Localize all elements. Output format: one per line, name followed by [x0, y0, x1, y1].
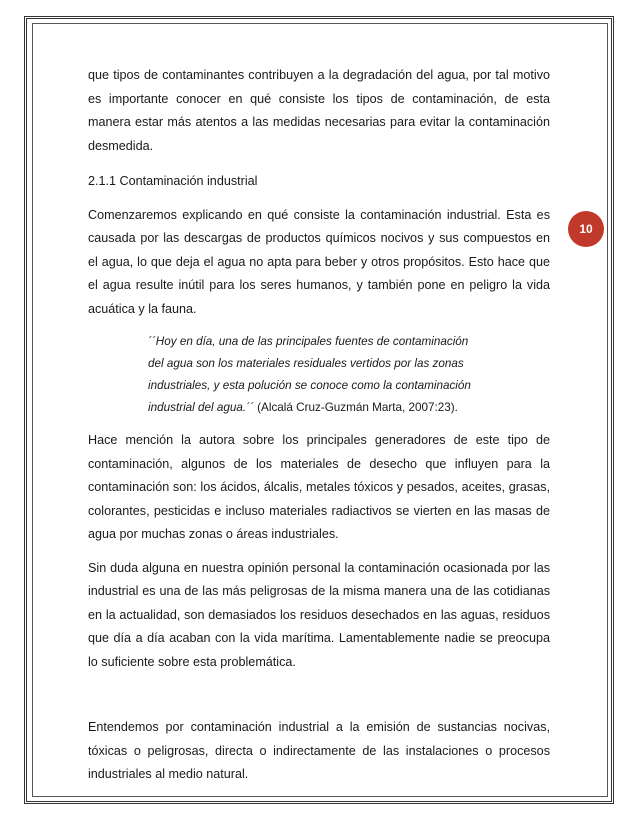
quote-citation: (Alcalá Cruz-Guzmán Marta, 2007:23).	[257, 401, 458, 414]
paragraph-3: Sin duda alguna en nuestra opinión personal la contaminación ocasionada por las industrial es una de las más peligrosas de la misma manera una de las cotidianas en la actualidad, son demasiados los residuos desechados en las aguas, residuos que día a día acaban con la vida marítima. Lamentablemente nadie se preocupa lo suficiente sobre esta problemática.	[88, 560, 550, 669]
paragraph-4: Entendemos por contaminación industrial a la emisión de sustancias nocivas, tóxicas o peligrosas, directa o indirectamente de las instalaciones o procesos industriales al medio natural.	[88, 720, 550, 781]
paragraph-1: Comenzaremos explicando en qué consiste la contaminación industrial. Esta es causada por las descargas de productos químicos nocivos y sus compuestos en el agua, lo que deja el agua no apta para beber y otros propósitos. Esto hace que el agua resulte inútil para los seres humanos, y también pone en peligro la vida acuática y la fauna.	[88, 207, 550, 316]
intro-paragraph: que tipos de contaminantes contribuyen a la degradación del agua, por tal motivo es importante conocer en qué consiste los tipos de contaminación, de esta manera estar más atentos a las medidas necesarias para evitar la contaminación desmedida.	[88, 68, 550, 153]
quote-text: ´´Hoy en día, una de las principales fuentes de contaminación del agua son los materiales residuales vertidos por las zonas industriales, y esta polución se conoce como la contaminación industrial del agua.´´	[148, 335, 471, 414]
section-heading: 2.1.1 Contaminación industrial	[88, 174, 258, 188]
block-quote	[148, 331, 478, 419]
paragraph-2: Hace mención la autora sobre los principales generadores de este tipo de contaminación, algunos de los materiales de desecho que influyen para la contaminación son: los ácidos, álcalis, metales tóxicos y pesados, aceites, grasas, colorantes, pesticidas e incluso materiales radiactivos se vierten en las masas de agua por muchas zonas o áreas industriales.	[88, 433, 550, 541]
document-body	[88, 64, 550, 787]
page-number-badge: 10	[568, 211, 604, 247]
